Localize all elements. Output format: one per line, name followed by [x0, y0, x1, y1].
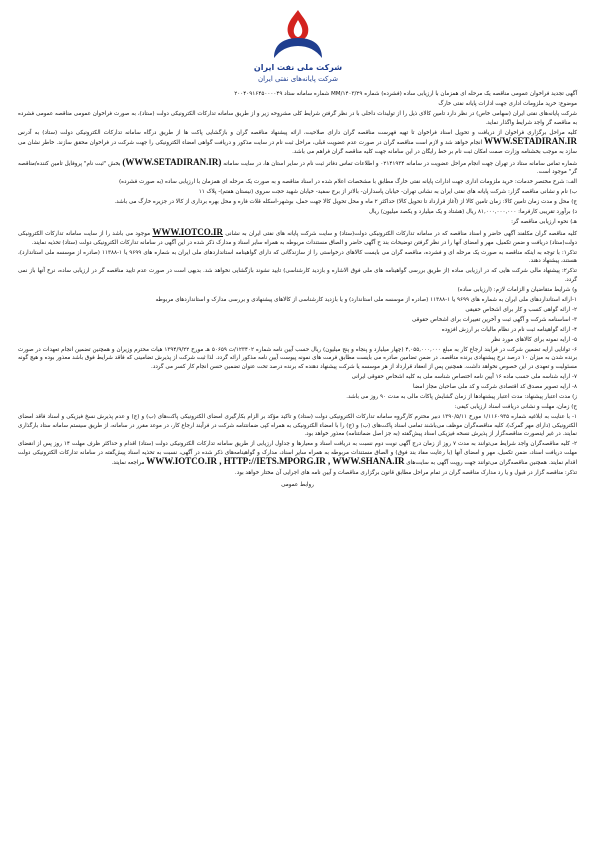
requirement-8: ۸- ارایه تصویر مصدق کد اقتصادی شرکت و کد ملی صاحبان مجاز امضا — [412, 384, 577, 391]
section-dal: د) برآورد تقریبی کارفرما: ۸۱,۰۰۰,۰۰۰,۰۰۰ ریال (هشتاد و یک میلیارد و یکصد میلیون) ریال — [368, 209, 577, 216]
company-logo — [248, 6, 348, 88]
instruction-2-text: ۲- کلیه مناقصه‌گران واجد شرایط می‌توانند به مدت ۷ روز از زمان درج آگهی نوبت دوم نسبت به دریافت اسناد و معیارها و جداول ارزیابی از طریق سامانه تدارکات الکترونیکی دولت (ستاد) اقدام و حداکثر ظرف مهلت ۱۴ روز پس از انقضای مهلت دریافت اسناد، ضمن تکمیل، مهر و امضای آنها (با رعایت مفاد بند فوق) و الصاق مستندات مربوطه به همراه سایر اسناد، مدارک و گواهینامه‌های ذکر شده در آگهی، نسبت به تحذیه اسناد پیش‌گفته در سامانه تدارکات الکترونیکی دولت اقدام نمایند. همچنین مناقصه‌گران می‌توانند جهت رویت آگهی به سایت‌های — [18, 441, 577, 467]
announcement-title: آگهی تجدید فراخوان عمومی مناقصه یک مرحله ای همزمان با ارزیابی ساده (فشرده) شماره ۱۴۰۳/۲۹/MM شماره سامانه ستاد ۲۰۰۴۰۹۱۶۴۵۰۰۰۰۴۹ — [234, 91, 577, 97]
logo-text-line2: شرکت پایانه‌های نفتی ایران — [257, 75, 339, 83]
note-1: تذکر۱: با توجه به اینکه مناقصه به صورت یک مرحله ای و فشرده، مناقصه گران می بایست کالاهای درخواستی را از سازندگانی که دارای گواهینامه استانداردهای ملی ایران به شماره های ۹۶۹۹ یا ۱-۱۱۳۸۸ (صادره از موسسه ملی استاندارد)، هستند، پیشنهاد دهند. — [18, 249, 577, 265]
nioc-emblem-icon — [248, 6, 348, 88]
instruction-1: ۱- با عنایت به ابلاغیه شماره ۱/۱۱۶۰۹۳۵ مورخ ۱۳۹۰/۵/۱۱ دبیر محترم کارگروه سامانه تدارکات الکترونیکی دولت (ستاد) و تاکید مؤکد بر الزام بکارگیری امضای الکترونیکی پاکت‌های (ب) و (ج) و عدم پذیرش نسخ فیزیکی و اسناد فاقد امضای الکترونیکی (دارای مهر گمرک)، کلیه مناقصه‌گران موظف می‌باشند تمامی اسناد پاکت‌های (ب) و (ج) را با امضاء الکترونیکی به همراه کپی ضمانتنامه شرکت در فرآیند ارجاع کار، در موعد مقرر در سامانه، از طریق سیستم سامانه ستاد بارگذاری نمایند. در غیر اینصورت مناقصه‌گزار از پذیرش نسخه فیزیکی اسناد پیش‌گفته (به جز اصل ضمانتنامه) معذور خواهد بود. — [18, 413, 577, 438]
section-he: هـ) نحوه ارزیابی مناقصه گر: — [511, 219, 577, 226]
requirement-5: ۵- ارایه نمونه برای کالاهای مورد نظر — [491, 336, 577, 343]
section-alef: الف: شرح مختصر خدمات: خرید ملزومات اداری جهت ادارات پایانه نفتی خارگ مطابق با مشخصات اعلام شده در اسناد مناقصه و به صورت یک مرحله ای همزمان با ارزیابی ساده (به صورت فشرده) — [118, 179, 577, 186]
setad-paragraph — [18, 129, 577, 157]
section-be: ب) نام و نشانی مناقصه گزار: شرکت پایانه های نفتی ایران به نشانی تهران- خیابان پاسداران- بالاتر از برج سفید- خیابان شهید حجت سروی (نیستان هفتم)- پلاک ۱۱ — [198, 189, 577, 196]
requirement-2: ۲- ارائه گواهی کسب و کار برای اشخاص حقیقی — [465, 306, 577, 313]
docs-text-b: موجود می باشد را از سایت سامانه تدارکات الکترونیکی دولت(ستاد) دریافت و ضمن تکمیل، مهر و امضای آنها را در نظر گرفتن توضیحات بند ح آگهی حاضر و الصاق مستندات مربوطه به همراه سایر اسناد و مدارک ذکر شده در این آگهی در سامانه تدارکات الکترونیکی دولت (ستاد) تحذیه نمایند. — [18, 231, 577, 246]
instruction-2-tail: مراجعه نمایند. — [111, 460, 145, 467]
contact-text-b: بخش "ثبت نام" پروفایل تامین کننده/مناقصه گر" موجود است. — [18, 160, 577, 176]
docs-text-a: کلیه مناقصه گران مکلفند آگهی حاضر و اسناد مناقصه که در سامانه تدارکات الکترونیکی دولت(ستاد) و سایت شرکت پایانه های نفتی ایران به نشانی — [225, 231, 578, 238]
section-vav: و) شرایط متقاضیان و الزامات لازم: (ارزیابی ساده) — [457, 286, 577, 293]
requirement-6: ۶- توانایی ارایه تضمین شرکت در فرایند ارجاع کار به مبلغ ۴,۰۵۵,۰۰۰,۰۰۰ (چهار میلیارد و پنجاه و پنج میلیون) ریال حسب آیین نامه شماره ۱۲۳۴۰۲/ت ۵۰۶۵۹ هـ مورخ ۱۳۹۴/۹/۲۲ هیات محترم وزیران و همچنین تضمین انجام تعهدات در صورت برنده شدن به میزان ۱۰ درصد نرخ پیشنهادی برنده مناقصه. در ضمن تضامین صادره می بایست مطابق فرمت های نمونه پیوست آیین نامه مذکور ارائه گردد. لذا ثبت شرکت از پذیرش تضامینی که فاقد شرایط فوق باشد معذور بوده و هیچ گونه مسئولیت و تعهدی در این خصوص نخواهد داشت. همچنین پس از انعقاد قرارداد از هر موسسه یا شرکت پیشنهاد دهنده که برنده درصد تحت عنوان تضمین حسن انجام کار کسر می گردد. — [18, 346, 577, 371]
section-ze: ز) مدت اعتبار پیشنهاد: مدت اعتبار پیشنهادها از زمان گشایش پاکات مالی به مدت ۹۰ روز می باشد. — [346, 394, 577, 400]
announcement-body — [18, 90, 577, 490]
iotco-link[interactable]: WWW.IOTCO.IR — [152, 227, 224, 238]
section-he2: ح) زمان، مهلت و نشانی دریافت اسناد ارزیابی کیفی: — [454, 403, 577, 410]
requirement-1: ۱-ارائه استانداردهای ملی ایران به شماره های ۹۶۹۹ یا ۱-۱۱۳۸۸ (صادره از موسسه ملی استاندارد) و یا بازدید کارشناسی از کالاهای پیشنهادی و بررسی مدارک و استانداردهای مربوطه — [155, 296, 577, 303]
instruction-2 — [18, 440, 577, 468]
contact-text-a: شماره تماس سامانه ستاد در تهران جهت انجام مراحل عضویت در سامانه ۰۲۱۴۱۹۳۴ و اطلاعات تماس دفاتر ثبت نام در سایر استان ها، در سایت سامانه — [223, 160, 578, 167]
note-2: تذکر۲: پیشنهاد مالی شرکت هایی که در ارزیابی ساده (از طریق بررسی گواهینامه های ملی فوق الاشاره و بازدید کارشناسی) تایید نشوند بازگشایی نخواهد شد. بدیهی است در صورت عدم تایید مناقصه گر در ارزیابی ساده، نرخ آنها باز نمی گردد. — [18, 268, 577, 283]
final-note: تذکر: مناقصه گزار در قبول و یا رد مدارک مناقصه گران در تمام مراحل مطابق قانون برگزاری مناقصات و آیین نامه های اجرایی آن مختار خواهد بود. — [234, 470, 577, 477]
setad-link-2[interactable]: (WWW.SETADIRAN.IR) — [122, 156, 222, 167]
requirement-4: ۴- ارائه گواهینامه ثبت نام در نظام مالیات بر ارزش افزوده — [441, 326, 577, 333]
setad-text-a: کلیه مراحل برگزاری فراخوان از دریافت و تحویل اسناد فراخوان تا تهیه فهرست مناقصه گران دارای صلاحیت، ارائه پیشنهاد مناقصه گران و بازگشایی پاکت ها از طریق درگاه سامانه تدارکات الکترونیکی دولت (ستاد) به آدرس — [18, 129, 577, 136]
websites-links[interactable]: WWW.IOTCO.IR , HTTP://IETS.MPORG.IR , WWW.SHANA.IR — [146, 456, 405, 467]
docs-paragraph — [18, 228, 577, 247]
subject-line: موضوع: خرید ملزومات اداری جهت ادارات پایانه نفتی خارگ — [438, 100, 577, 107]
signature: روابط عمومی — [281, 481, 314, 488]
requirement-3: ۳- اساسنامه شرکت و آگهی ثبت و آخرین تغییرات برای اشخاص حقوقی — [412, 316, 577, 323]
logo-text-line1: شرکت ملی نفت ایران — [253, 63, 343, 72]
requirement-7: ۷- ارایه شناسه ملی حسب ماده ۱۶ آیین نامه اختصاص شناسه ملی به کلیه اشخاص حقوقی ایرانی — [351, 374, 577, 381]
contact-paragraph — [18, 158, 577, 177]
setad-link[interactable]: WWW.SETADIRAN.IR — [483, 136, 577, 147]
intro-paragraph: شرکت پایانه‌های نفتی ایران (سهامی خاص) در نظر دارد تامین کالای ذیل را از تولیدات داخلی با در نظر گرفتن شرایط کلی مشروحه زیر و از طریق سامانه تدارکات الکترونیکی دولت (ستاد)، به صورت فراخوان عمومی مناقصه عمومی فشرده به مناقصه گر واجد شرایط واگذار نماید. — [18, 110, 577, 126]
section-jim: ج) محل و مدت زمان تامین کالا: زمان تامین کالا از (آغاز قرارداد تا تحویل کالا) حداکثر ۲ ماه و محل تحویل کالا جهت حمل، بوشهر-اسکله قلات فاره و محل بهره برداری از کالا در جزیره خارگ می باشد. — [114, 199, 577, 206]
setad-text-b: انجام خواهد شد و لازم است مناقصه گران در صورت عدم عضویت قبلی، مراحل ثبت نام در سایت مذکور و دریافت گواهی امضاء الکترونیکی را جهت شرکت در فراخوان محقق سازند. خاطر نشان می سازد به موجب بخشنامه وزارت صمت امکان ثبت نام بر خط رایگان در این سامانه جهت کلیه مناقصه گران فراهم می باشد. — [18, 140, 577, 155]
